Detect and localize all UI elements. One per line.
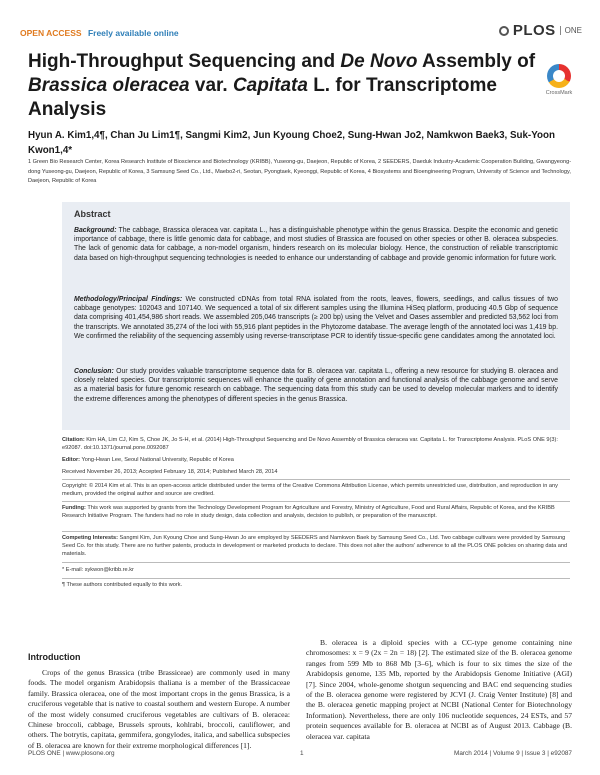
footer-issue-info: March 2014 | Volume 9 | Issue 3 | e92087 (454, 750, 572, 757)
open-access-label: OPEN ACCESS (20, 28, 82, 38)
divider (62, 501, 570, 502)
abstract-methods-label: Methodology/Principal Findings: (74, 296, 183, 303)
editor (62, 456, 570, 464)
funding (62, 504, 570, 520)
editor-label: Editor: (62, 457, 81, 463)
competing-interests-text: Sangmi Kim, Jun Kyoung Choe and Sung-Hwan Jo are employed by SEEDERS and Namkwon Baek by Samsung Seed Co., Ltd. Two cabbage cultivars were provided by Samsung Seed Co. for this study. There are no further patents, products in development or marketed products to declare. This does not alter the authors' adherence to all the PLOS ONE policies on sharing data and materials. (62, 535, 568, 558)
publication-dates: Received November 26, 2013; Accepted February 18, 2014; Published March 28, 2014 (62, 469, 278, 475)
competing-interests (62, 534, 570, 559)
crossmark-label: CrossMark (545, 90, 573, 96)
freely-available-label[interactable]: Freely available online (87, 28, 179, 38)
copyright: Copyright: © 2014 Kim et al. This is an open-access article distributed under the terms of the Creative Commons Attribution License, which permits unrestricted use, distribution, and reproduction in any medium, provided the original author and source are credited. (62, 483, 558, 498)
intro-right-column (306, 638, 572, 742)
abstract-methods (74, 295, 558, 341)
crossmark-icon (547, 64, 571, 88)
abstract-box (62, 202, 570, 430)
funding-label: Funding: (62, 505, 86, 511)
journal-logo[interactable] (499, 22, 582, 39)
author-list: Hyun A. Kim1,4¶, Chan Ju Lim1¶, Sangmi Kim2, Jun Kyoung Choe2, Sung-Hwan Jo2, Namkwon Baek3, Suk-Yoon Kwon1,4* (28, 130, 555, 156)
title-segment: Assembly of (417, 51, 536, 72)
equal-contribution-note: ¶ These authors contributed equally to this work. (62, 582, 183, 588)
intro-paragraph: B. oleracea is a diploid species with a CC-type genome containing nine chromosomes: x = 9 (2x = 2n = 18) [2]. The estimated size of the B. oleracea genome ranges from 599 Mb to 868 Mb [3–6], which is four to six times the size of the Arabidopsis genome, 135 Mb, reported by the Arabidopsis Genome Initiative (AGI) [7]. Since 2004, whole-genome shotgun sequencing and BAC end sequencing studies of the B. oleracea genome were registered by JCVI (J. Craig Venter Institute) [8] and the B. oleracea genetic mapping project at NCBI (National Center for Biotechnology Information). Nevertheless, there are only 106 nucleotide sequences, 24 ESTs, and 57 protein sequences available for B. oleracea at NCBI as of August 2013. Cabbage (B. oleracea var. capitata (306, 638, 572, 741)
intro-left-column (28, 668, 290, 751)
title-segment: De Novo (340, 51, 418, 72)
abstract-conclusion-text: Our study provides valuable transcriptome sequence data for B. oleracea var. capitata L., offering a new resource for studying B. oleracea and closely related species. Our transcriptomic sequences will enhance the quality of gene annotation and functional analysis of the cabbage genome and serve as a material basis for future genomic research on cabbage. The sequencing data from this study can be used to develop molecular markers and to identify the extreme differences among the phenotypes of different species in the genus Brassica. (74, 368, 558, 403)
open-access-banner (20, 28, 179, 38)
funding-text: This work was supported by grants from the Technology Development Program for Agriculture and Forestry, Ministry of Agriculture, Food and Rural Affairs, Republic of Korea, and the KRIBB Research Initiative Program. The funders had no role in study design, data collection and analysis, decision to publish, or preparation of the manuscript. (62, 505, 555, 520)
introduction-heading: Introduction (28, 652, 81, 662)
citation-label: Citation: (62, 437, 85, 443)
footer-journal-url[interactable]: PLOS ONE | www.plosone.org (28, 750, 115, 757)
article-title (28, 50, 538, 122)
divider (62, 578, 570, 579)
title-segment: Capitata (232, 75, 308, 96)
citation-text: Kim HA, Lim CJ, Kim S, Choe JK, Jo S-H, et al. (2014) High-Throughput Sequencing and De Novo Assembly of Brassica oleracea var. Capitata L. for Transcriptome Analysis. PLoS ONE 9(3): e92087. doi:10.1371/journal.pone.0092087 (62, 437, 558, 452)
journal-subname: ONE (560, 26, 582, 35)
title-segment: High-Throughput Sequencing and (28, 51, 341, 72)
title-segment: Brassica oleracea (28, 75, 190, 96)
intro-paragraph: Crops of the genus Brassica (tribe Brassiceae) are commonly used in many foods. The model organism Arabidopsis thaliana is a member of the Brassicaceae family. Brassica oleracea, one of the most important crops in the genus Brassica, is a cruciferous vegetable that is native to coastal southern and western Europe. A number of the most widely consumed cruciferous vegetables are cultivars of B. oleracea: Chinese broccoli, cabbage, Brussels sprouts, kohlrabi, broccoli, cauliflower, and others. The botrytis, capitata, gemmifera, gongylodes, italica, and sabellica subspecies of B. oleracea are known for their extreme morphological differences [1]. (28, 668, 290, 750)
corresponding-email[interactable]: * E-mail: sykwon@kribb.re.kr (62, 567, 134, 573)
plos-logo-icon (499, 26, 509, 36)
editor-text: Yong-Hwan Lee, Seoul National University, Republic of Korea (81, 457, 234, 463)
title-segment: var. (189, 75, 233, 96)
abstract-conclusion-label: Conclusion: (74, 368, 114, 375)
abstract-background-text: The cabbage, Brassica oleracea var. capitata L., has a distinguishable phenotype within the genus Brassica. Despite the economic and genetic importance of cabbage, there is little genomic data for cabbage, and most studies of Brassica are focused on other species or other B. oleracea subspecies. The lack of genomic data for cabbage, a non-model organism, hinders research on its molecular biology. Hence, the construction of reliable transcriptomic data based on high-throughput sequencing technologies is needed to enhance our understanding of cabbage and provide genomic information for future work. (74, 227, 558, 262)
page-number: 1 (300, 750, 304, 757)
competing-interests-label: Competing Interests: (62, 535, 118, 541)
divider (62, 562, 570, 563)
abstract-heading: Abstract (74, 209, 111, 219)
citation (62, 436, 570, 452)
divider (62, 531, 570, 532)
abstract-background-label: Background: (74, 227, 117, 234)
abstract-background (74, 226, 558, 263)
title-segment: L. for Transcriptome Analysis (28, 75, 497, 120)
abstract-methods-text: We constructed cDNAs from total RNA isolated from the roots, leaves, flowers, seedlings, and callus tissues of two cabbage genotypes: 102043 and 107140. We sequenced a total of six different samples using the Illumina HiSeq platform, producing 40.5 Gbp of sequence data comprising 401,454,986 short reads. We assembled 205,046 transcripts (≥ 200 bp) using the Velvet and Oases assembler and predicted 53,562 loci from the transcripts. We annotated 35,274 of the loci with 55,916 plant peptides in the Phytozome database. The average length of the annotated loci was 1,419 bp. We confirmed the reliability of the sequencing assembly using reverse-transcriptase PCR to identify tissue-specific gene candidates among the annotated loci. (74, 296, 558, 340)
crossmark-badge[interactable] (544, 64, 574, 96)
divider (62, 479, 570, 480)
abstract-conclusion (74, 367, 558, 404)
journal-name: PLOS (512, 22, 556, 39)
affiliations: 1 Green Bio Research Center, Korea Research Institute of Bioscience and Biotechnology (KRIBB), Yuseong-gu, Daejeon, Republic of Korea, 2 SEEDERS, Daeduk Industry-Academic Cooperation Building, Gwangyeong-dong Yuseong-gu, Daejeon, Republic of Korea, 3 Samsung Seed Co., Ltd., Maebo2-ri, Seotan, Pyongtaek, Kyeonggi, Republic of Korea, 4 Biosystems and Bioengineering Program, University of Science and Technology, Daejeon, Republic of Korea (28, 159, 572, 184)
